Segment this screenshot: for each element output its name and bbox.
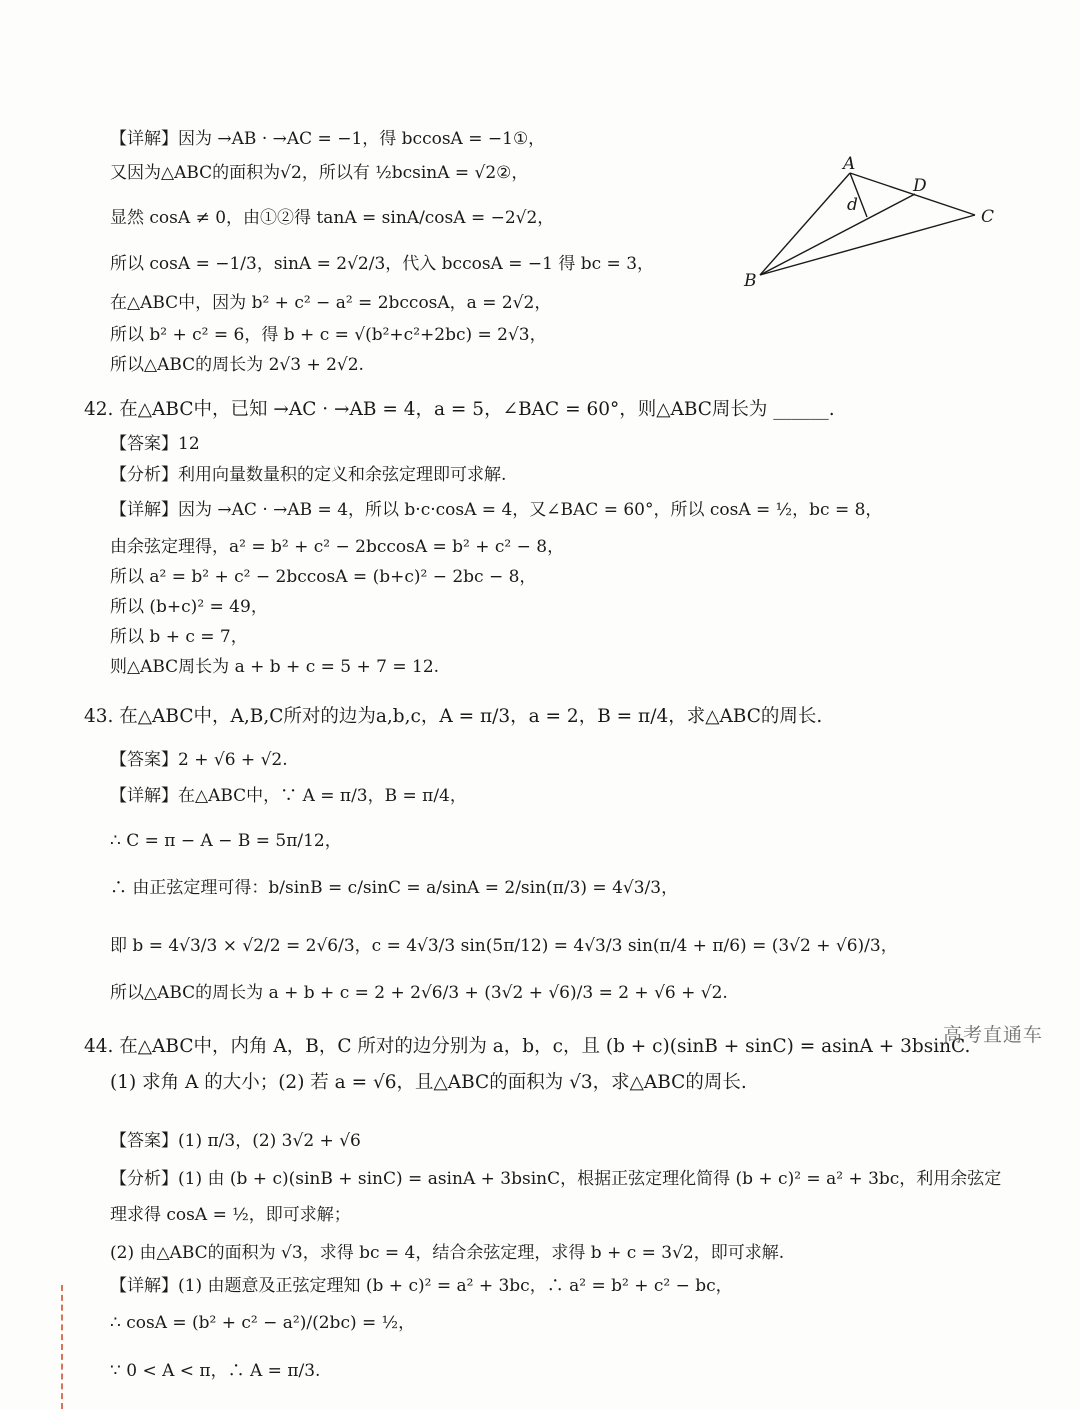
p44-question-1: 44. 在△ABC中，内角 A，B，C 所对的边分别为 a，b，c，且 (b + c)(sinB + sinC) = asinA + 3bsinC. <box>84 1036 971 1057</box>
p43-detail-1: 【详解】在△ABC中，∵ A = π/3，B = π/4， <box>110 786 467 806</box>
p44-analysis-3: (2) 由△ABC的面积为 √3，求得 bc = 4，结合余弦定理，求得 b + c = 3√2，即可求解. <box>110 1243 785 1263</box>
triangle-figure <box>735 140 1005 300</box>
label-B: B <box>744 271 757 291</box>
p41-line-6: 所以 b² + c² = 6，得 b + c = √(b²+c²+2bc) = 2√3， <box>110 325 547 345</box>
p43-detail-3: ∴ 由正弦定理可得：b/sinB = c/sinC = a/sinA = 2/sin(π/3) = 4√3/3， <box>110 878 679 898</box>
p44-detail-3: ∵ 0 < A < π，∴ A = π/3. <box>110 1361 321 1381</box>
p41-line-5: 在△ABC中，因为 b² + c² − a² = 2bccosA，a = 2√2， <box>110 293 552 313</box>
p44-analysis-1: 【分析】(1) 由 (b + c)(sinB + sinC) = asinA + 3bsinC，根据正弦定理化简得 (b + c)² = a² + 3bc，利用余弦定 <box>110 1169 1002 1189</box>
p41-line-7: 所以△ABC的周长为 2√3 + 2√2. <box>110 355 364 375</box>
p41-line-1: 【详解】因为 →AB · →AC = −1，得 bccosA = −1①， <box>110 129 546 149</box>
p41-line-3: 显然 cosA ≠ 0，由①②得 tanA = sinA/cosA = −2√2， <box>110 208 555 228</box>
p43-answer: 【答案】2 + √6 + √2. <box>110 750 288 770</box>
p43-question: 43. 在△ABC中，A,B,C所对的边为a,b,c，A = π/3，a = 2，B = π/4，求△ABC的周长. <box>84 706 823 727</box>
p42-detail-4: 所以 (b+c)² = 49， <box>110 597 268 617</box>
p44-answer: 【答案】(1) π/3，(2) 3√2 + √6 <box>110 1131 361 1151</box>
p44-detail-1: 【详解】(1) 由题意及正弦定理知 (b + c)² = a² + 3bc，∴ a² = b² + c² − bc， <box>110 1276 733 1296</box>
p41-line-4: 所以 cosA = −1/3，sinA = 2√2/3，代入 bccosA = −1 得 bc = 3， <box>110 254 655 274</box>
p43-detail-5: 所以△ABC的周长为 a + b + c = 2 + 2√6/3 + (3√2 + √6)/3 = 2 + √6 + √2. <box>110 983 728 1003</box>
p42-detail-6: 则△ABC周长为 a + b + c = 5 + 7 = 12. <box>110 657 440 677</box>
watermark: 高考直通车 <box>943 1024 1044 1046</box>
p43-detail-2: ∴ C = π − A − B = 5π/12， <box>110 831 342 851</box>
p42-answer: 【答案】12 <box>110 434 200 454</box>
p43-detail-4: 即 b = 4√3/3 × √2/2 = 2√6/3，c = 4√3/3 sin(5π/12) = 4√3/3 sin(π/4 + π/6) = (3√2 + √6)/3， <box>110 936 898 956</box>
p44-analysis-2: 理求得 cosA = ½，即可求解； <box>110 1205 351 1225</box>
label-D: D <box>913 176 927 196</box>
p42-detail-5: 所以 b + c = 7， <box>110 627 248 647</box>
p41-line-2: 又因为△ABC的面积为√2，所以有 ½bcsinA = √2②， <box>110 163 529 183</box>
p42-detail-3: 所以 a² = b² + c² − 2bccosA = (b+c)² − 2bc − 8， <box>110 567 537 587</box>
margin-dashed-line <box>61 1285 63 1409</box>
label-C: C <box>981 207 995 227</box>
p44-question-2: (1) 求角 A 的大小；(2) 若 a = √6，且△ABC的面积为 √3，求△ABC的周长. <box>110 1072 747 1093</box>
p42-detail-1: 【详解】因为 →AC · →AB = 4，所以 b·c·cosA = 4，又∠BAC = 60°，所以 cosA = ½，bc = 8， <box>110 500 883 520</box>
p44-detail-2: ∴ cosA = (b² + c² − a²)/(2bc) = ½， <box>110 1313 416 1333</box>
p42-question: 42. 在△ABC中，已知 →AC · →AB = 4，a = 5，∠BAC = 60°，则△ABC周长为 ______. <box>84 399 835 420</box>
p42-detail-2: 由余弦定理得，a² = b² + c² − 2bccosA = b² + c² − 8， <box>110 537 565 557</box>
label-A: A <box>843 154 856 174</box>
label-d: d <box>847 195 858 215</box>
p42-analysis: 【分析】利用向量数量积的定义和余弦定理即可求解. <box>110 465 507 485</box>
